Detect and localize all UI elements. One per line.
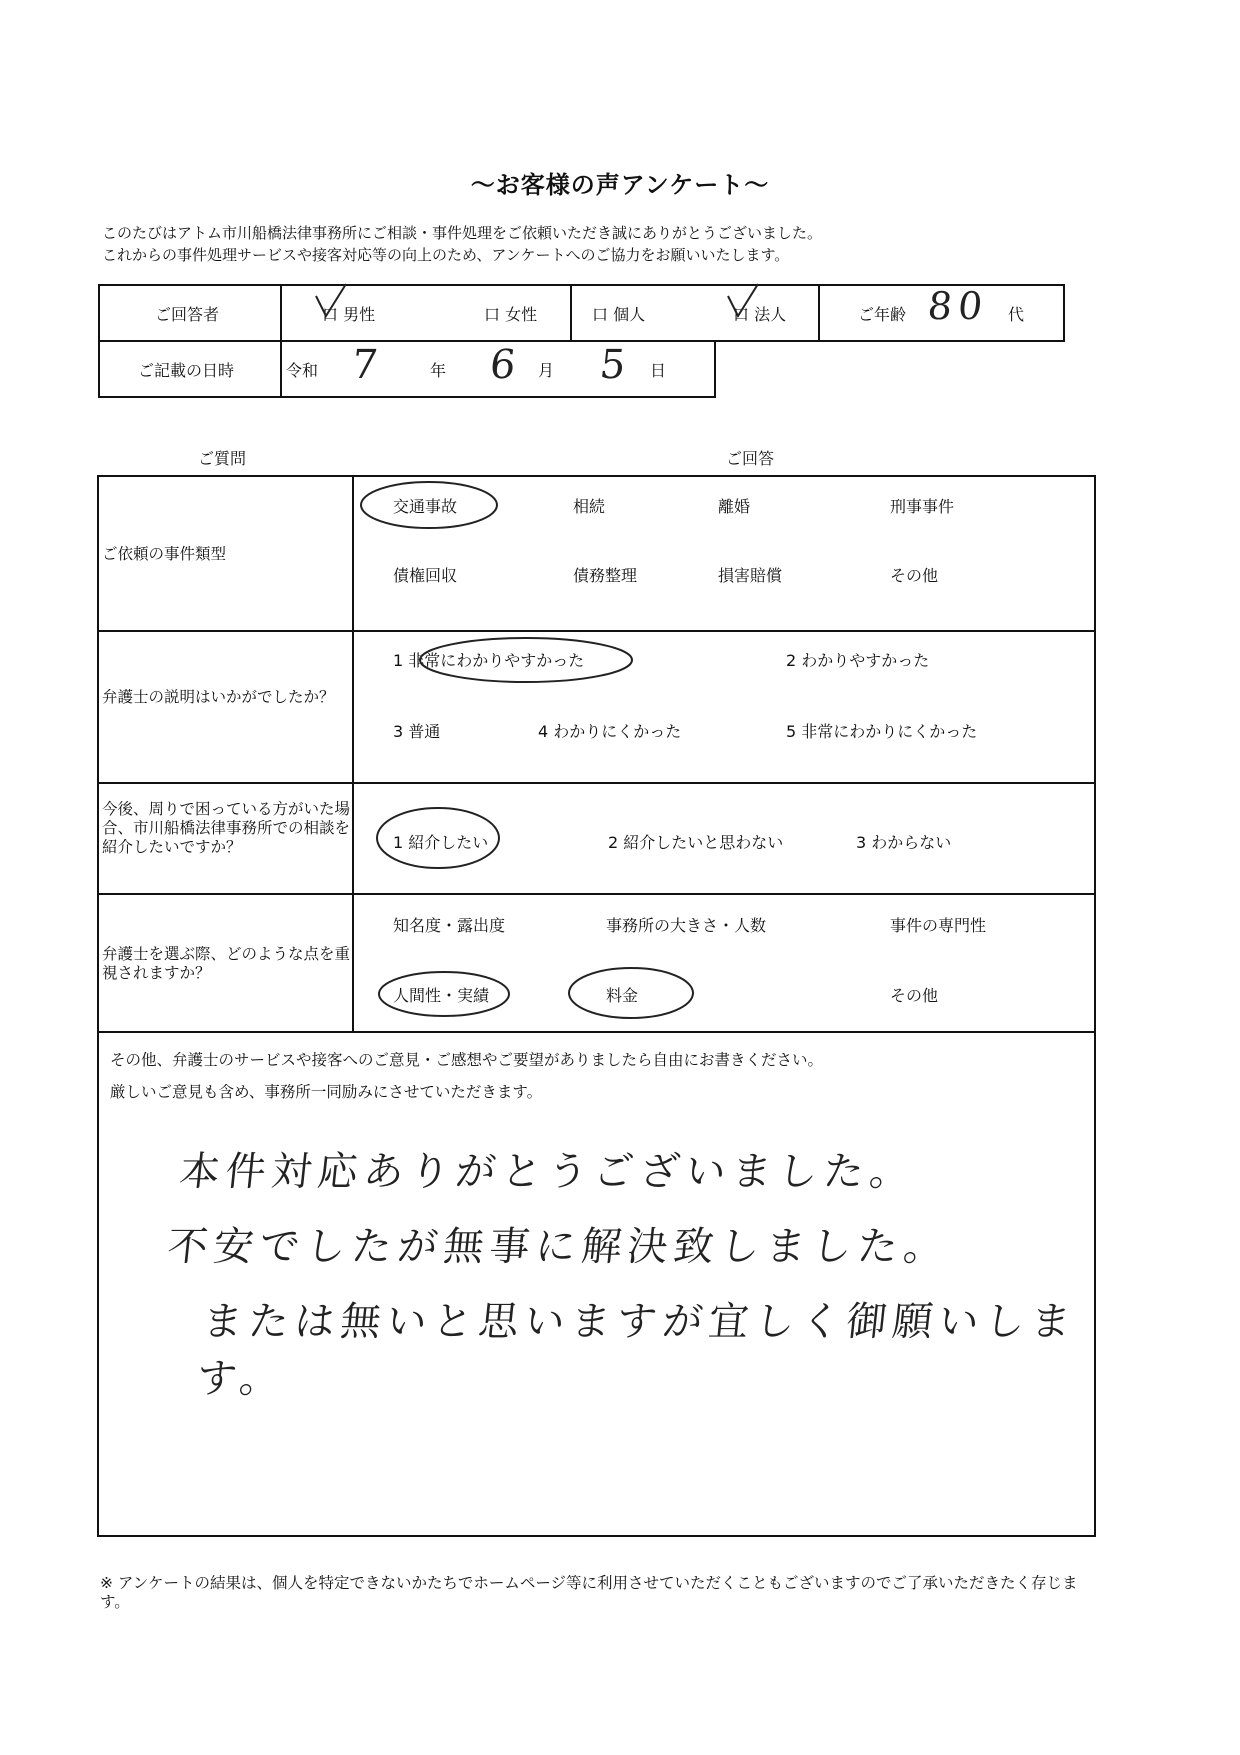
q4-question: 弁護士を選ぶ際、どのような点を重視されますか？ xyxy=(102,945,351,982)
q2-option-2[interactable]: 2 わかりやすかった xyxy=(786,651,930,670)
q2-option-1[interactable]: 1 非常にわかりやすかった xyxy=(393,651,585,670)
age-value[interactable]: 80 xyxy=(925,284,991,328)
q1-option-debt-restructuring[interactable]: 債務整理 xyxy=(573,566,638,585)
q3-question: 今後、周りで困っている方がいた場合、市川船橋法律事務所での相談を紹介したいですか？ xyxy=(102,800,351,856)
survey-title: ～お客様の声アンケート～ xyxy=(470,171,770,199)
month-label: 月 xyxy=(538,361,555,380)
q3-option-1[interactable]: 1 紹介したい xyxy=(393,833,489,852)
year-label: 年 xyxy=(430,361,447,380)
female-label: 女性 xyxy=(505,305,538,324)
year-value[interactable]: 7 xyxy=(349,342,386,388)
q1-option-divorce[interactable]: 離婚 xyxy=(718,497,751,516)
q4-option-fee[interactable]: 料金 xyxy=(606,986,639,1005)
q4-option-other[interactable]: その他 xyxy=(890,986,939,1005)
q2-option-4[interactable]: 4 わかりにくかった xyxy=(538,722,682,741)
male-checkbox[interactable]: 口 男性 xyxy=(322,305,376,324)
q1-question: ご依頼の事件類型 xyxy=(102,545,227,563)
respondent-table xyxy=(98,284,1065,342)
corporation-label: 法人 xyxy=(754,305,787,324)
comments-prompt-2: 厳しいご意見も含め、事務所一同励みにさせていただきます。 xyxy=(110,1083,543,1101)
intro-line-1: このたびはアトム市川船橋法律事務所にご相談・事件処理をご依頼いただき誠にありがとうございました。 xyxy=(102,224,823,242)
female-checkbox[interactable]: 口 女性 xyxy=(484,305,538,324)
handwritten-line-1: 本件対応ありがとうございました。 xyxy=(177,1149,919,1195)
corporation-check-mark xyxy=(724,282,764,322)
q1-option-other[interactable]: その他 xyxy=(890,566,939,585)
day-label: 日 xyxy=(650,361,667,380)
q4-option-character[interactable]: 人間性・実績 xyxy=(393,986,490,1005)
q4-option-specialty[interactable]: 事件の専門性 xyxy=(890,916,987,935)
date-label: ご記載の日時 xyxy=(138,361,235,380)
q3-option-3[interactable]: 3 わからない xyxy=(856,833,952,852)
q4-option-office-size[interactable]: 事務所の大きさ・人数 xyxy=(606,916,767,935)
q4-selected-circle-character xyxy=(374,966,514,1022)
day-value[interactable]: 5 xyxy=(597,342,634,388)
q2-selected-circle xyxy=(415,632,637,688)
q3-selected-circle xyxy=(372,802,504,874)
q4-selected-circle-fee xyxy=(564,962,698,1024)
q1-option-debt-collection[interactable]: 債権回収 xyxy=(393,566,458,585)
comments-prompt-1: その他、弁護士のサービスや接客へのご意見・ご感想やご要望がありましたら自由にお書きください。 xyxy=(110,1051,824,1069)
comments-area[interactable] xyxy=(100,1105,1090,1530)
respondent-label: ご回答者 xyxy=(155,305,220,324)
individual-label: 個人 xyxy=(613,305,646,324)
age-suffix: 代 xyxy=(1008,305,1025,324)
q1-option-damages[interactable]: 損害賠償 xyxy=(718,566,783,585)
month-value[interactable]: 6 xyxy=(487,342,524,388)
q2-option-5[interactable]: 5 非常にわかりにくかった xyxy=(786,722,978,741)
q4-option-recognition[interactable]: 知名度・露出度 xyxy=(393,916,506,935)
footnote: ※ アンケートの結果は、個人を特定できないかたちでホームページ等に利用させていただくこともございますのでご了承いただきたく存じます。 xyxy=(100,1574,1078,1611)
q1-option-criminal[interactable]: 刑事事件 xyxy=(890,497,955,516)
era-label: 令和 xyxy=(286,361,319,380)
question-header: ご質問 xyxy=(198,449,247,468)
q1-selected-circle xyxy=(356,476,502,534)
q1-option-traffic-accident[interactable]: 交通事故 xyxy=(393,497,458,516)
q2-question: 弁護士の説明はいかがでしたか？ xyxy=(102,688,335,706)
age-label: ご年齢 xyxy=(858,305,907,324)
q3-option-2[interactable]: 2 紹介したいと思わない xyxy=(608,833,784,852)
corporation-checkbox[interactable]: 口 法人 xyxy=(733,305,787,324)
male-label: 男性 xyxy=(343,305,376,324)
male-check-mark xyxy=(312,282,352,322)
individual-checkbox[interactable]: 口 個人 xyxy=(592,305,646,324)
q2-option-3[interactable]: 3 普通 xyxy=(393,722,441,741)
handwritten-line-2: 不安でしたが無事に解決致しました。 xyxy=(165,1224,953,1270)
handwritten-line-3: または無いと思いますが宜しく御願いします。 xyxy=(194,1299,1080,1402)
q1-option-inheritance[interactable]: 相続 xyxy=(573,497,606,516)
intro-line-2: これからの事件処理サービスや接客対応等の向上のため、アンケートへのご協力をお願いいたします。 xyxy=(102,246,790,264)
answer-header: ご回答 xyxy=(726,449,775,468)
